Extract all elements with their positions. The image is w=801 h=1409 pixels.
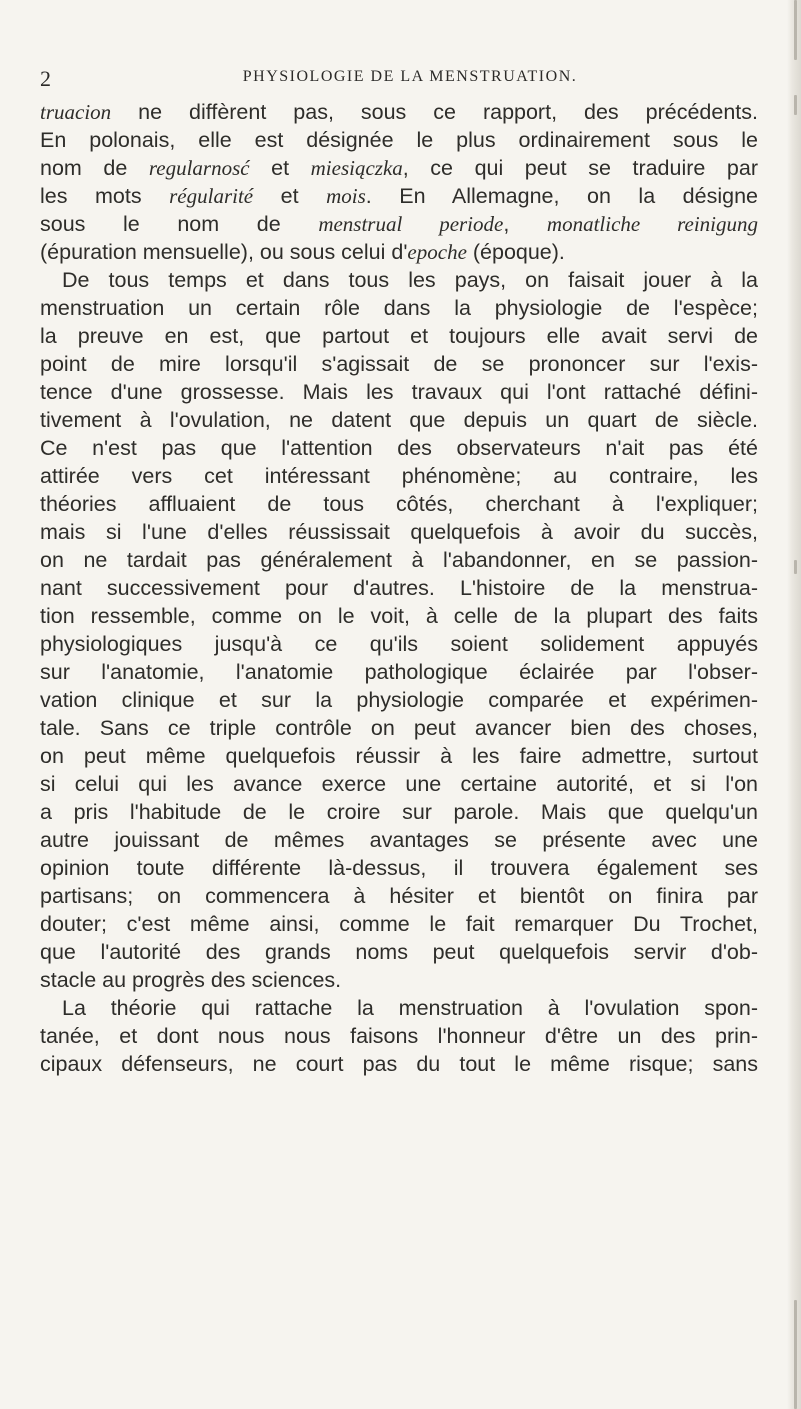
- italic-term: monatliche reinigung: [546, 212, 758, 236]
- text-line: [40, 490, 758, 518]
- text-run: autre jouissant de mêmes avantages se présente avec une: [40, 828, 758, 852]
- text-run: a pris l'habitude de le croire sur parole. Mais que quelqu'un: [40, 800, 758, 824]
- edge-mark: [794, 95, 797, 115]
- edge-mark: [794, 560, 797, 574]
- text-line: [40, 938, 758, 966]
- italic-term: mois: [326, 184, 366, 208]
- text-run: la preuve en est, que partout et toujours elle avait servi de: [40, 324, 758, 348]
- text-line: [40, 630, 758, 658]
- text-line: [40, 182, 758, 210]
- text-run: cipaux défenseurs, ne court pas du tout le même risque; sans: [40, 1052, 758, 1076]
- italic-term: regularnosć: [148, 156, 250, 180]
- text-line: [40, 686, 758, 714]
- text-line: [40, 882, 758, 910]
- text-line: [40, 378, 758, 406]
- text-run: les mots: [40, 184, 170, 208]
- page-number: 2: [40, 66, 51, 91]
- text-run: mais si l'une d'elles réussissait quelquefois à avoir du succès,: [40, 520, 758, 544]
- text-run: tale. Sans ce triple contrôle on peut avancer bien des choses,: [40, 716, 758, 740]
- text-line: [40, 854, 758, 882]
- text-run: tion ressemble, comme on le voit, à celle de la plupart des faits: [40, 604, 758, 628]
- body-text: [40, 98, 758, 1078]
- text-line: [40, 238, 758, 266]
- text-line: [40, 714, 758, 742]
- text-run: opinion toute différente là-dessus, il trouvera également ses: [40, 856, 758, 880]
- text-line: [40, 798, 758, 826]
- text-run: que l'autorité des grands noms peut quelquefois servir d'ob-: [40, 940, 758, 964]
- text-line: [40, 406, 758, 434]
- text-line: [40, 826, 758, 854]
- text-run: tence d'une grossesse. Mais les travaux qui l'ont rattaché défini-: [40, 380, 758, 404]
- text-run: si celui qui les avance exerce une certaine autorité, et si l'on: [40, 772, 758, 796]
- text-line: [40, 350, 758, 378]
- page-header: [40, 66, 740, 96]
- text-run: ne diffèrent pas, sous ce rapport, des précédents.: [111, 100, 758, 124]
- page-edge: [787, 0, 801, 1409]
- text-line: [40, 462, 758, 490]
- text-run: ,: [503, 212, 547, 236]
- text-run: tanée, et dont nous nous faisons l'honneur d'être un des prin-: [40, 1024, 758, 1048]
- text-run: physiologiques jusqu'à ce qu'ils soient solidement appuyés: [40, 632, 758, 656]
- text-run: partisans; on commencera à hésiter et bientôt on finira par: [40, 884, 758, 908]
- text-run: Ce n'est pas que l'attention des observateurs n'ait pas été: [40, 436, 758, 460]
- italic-term: menstrual periode: [318, 212, 504, 236]
- text-line: [40, 434, 758, 462]
- text-run: (épuration mensuelle), ou sous celui d': [40, 240, 408, 264]
- edge-mark: [794, 1300, 797, 1409]
- text-run: La théorie qui rattache la menstruation à l'ovulation spon-: [62, 996, 758, 1020]
- italic-term: miesiączka: [310, 156, 403, 180]
- text-run: douter; c'est même ainsi, comme le fait remarquer Du Trochet,: [40, 912, 758, 936]
- text-line: [40, 1022, 758, 1050]
- text-run: tivement à l'ovulation, ne datent que depuis un quart de siècle.: [40, 408, 758, 432]
- text-line: [40, 770, 758, 798]
- edge-mark: [794, 0, 797, 60]
- italic-term: truacion: [40, 100, 112, 124]
- text-line: [40, 154, 758, 182]
- text-line: [40, 98, 758, 126]
- text-run: et: [249, 156, 311, 180]
- text-line: [40, 966, 758, 994]
- text-run: nom de: [40, 156, 149, 180]
- text-run: (époque).: [466, 240, 565, 264]
- text-run: . En Allemagne, on la désigne: [365, 184, 758, 208]
- text-run: sur l'anatomie, l'anatomie pathologique éclairée par l'obser-: [40, 660, 758, 684]
- text-run: vation clinique et sur la physiologie comparée et expérimen-: [40, 688, 758, 712]
- text-run: De tous temps et dans tous les pays, on faisait jouer à la: [62, 268, 758, 292]
- text-run: sous le nom de: [40, 212, 319, 236]
- text-run: on peut même quelquefois réussir à les faire admettre, surtout: [40, 744, 758, 768]
- text-line: [40, 546, 758, 574]
- text-run: stacle au progrès des sciences.: [40, 968, 342, 992]
- text-run: point de mire lorsqu'il s'agissait de se prononcer sur l'exis-: [40, 352, 758, 376]
- text-line: [40, 266, 758, 294]
- text-line: [40, 574, 758, 602]
- text-run: on ne tardait pas généralement à l'abandonner, en se passion-: [40, 548, 758, 572]
- text-line: [40, 602, 758, 630]
- text-line: [40, 294, 758, 322]
- text-line: [40, 742, 758, 770]
- text-run: attirée vers cet intéressant phénomène; au contraire, les: [40, 464, 758, 488]
- text-line: [40, 910, 758, 938]
- text-run: En polonais, elle est désignée le plus ordinairement sous le: [40, 128, 758, 152]
- text-run: nant successivement pour d'autres. L'histoire de la menstrua-: [40, 576, 758, 600]
- text-run: théories affluaient de tous côtés, cherchant à l'expliquer;: [40, 492, 758, 516]
- italic-term: régularité: [169, 184, 254, 208]
- text-line: [40, 322, 758, 350]
- text-line: [40, 126, 758, 154]
- text-line: [40, 518, 758, 546]
- text-line: [40, 1050, 758, 1078]
- italic-term: epoche: [407, 240, 467, 264]
- text-line: [40, 210, 758, 238]
- text-run: , ce qui peut se traduire par: [402, 156, 758, 180]
- text-line: [40, 658, 758, 686]
- text-run: et: [253, 184, 327, 208]
- running-head: PHYSIOLOGIE DE LA MENSTRUATION.: [242, 68, 578, 85]
- text-line: [40, 994, 758, 1022]
- text-run: menstruation un certain rôle dans la physiologie de l'espèce;: [40, 296, 758, 320]
